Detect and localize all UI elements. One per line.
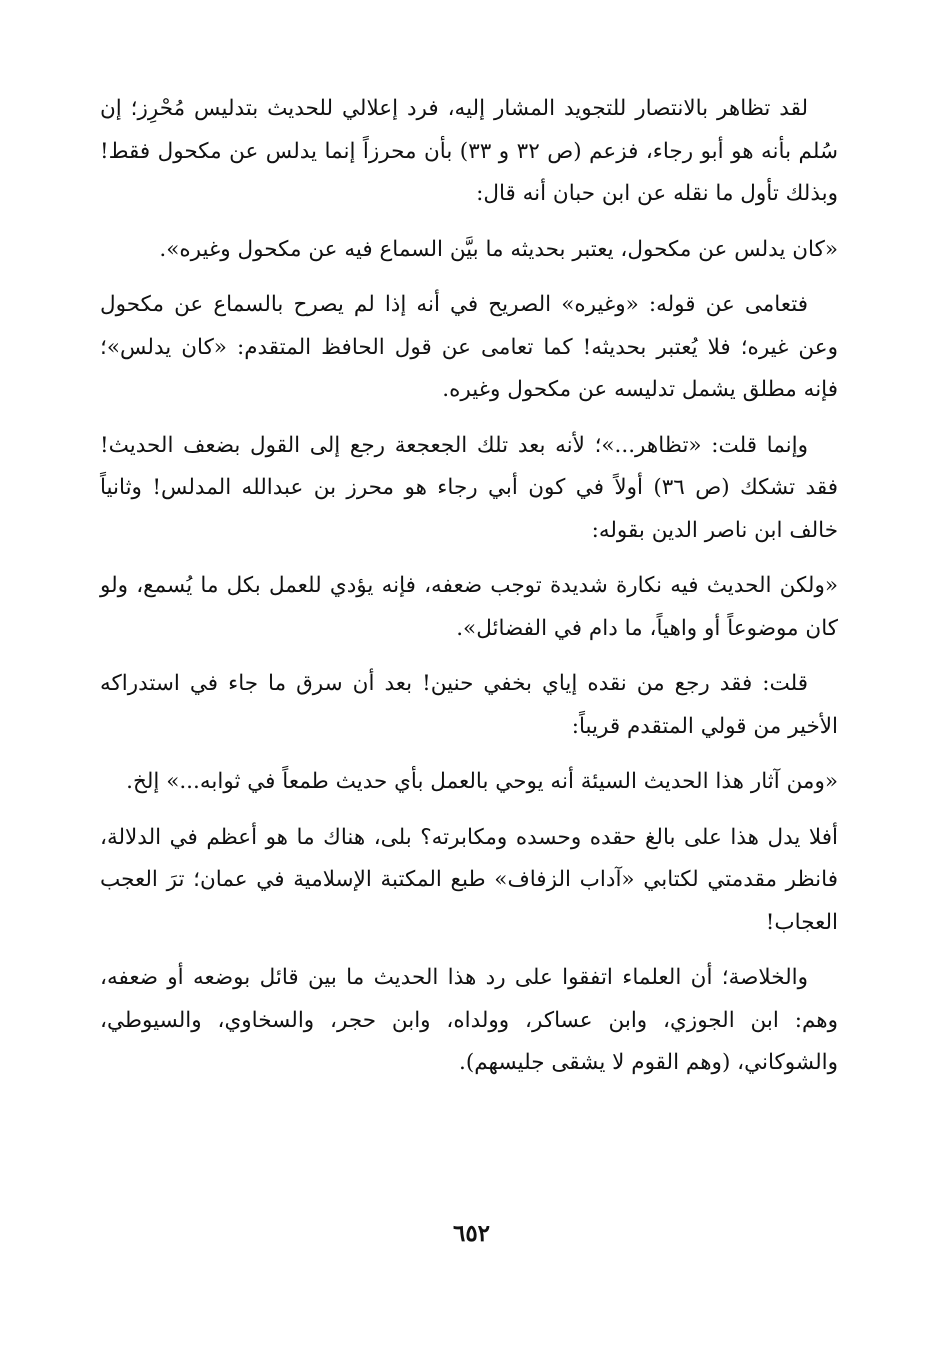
quotation: «ومن آثار هذا الحديث السيئة أنه يوحي بالعمل بأي حديث طمعاً في ثوابه...» إلخ. bbox=[126, 769, 838, 794]
paragraph: فتعامى عن قوله: «وغيره» الصريح في أنه إذا لم يصرح بالسماع عن مكحول وعن غيره؛ فلا يُعتبر بحديثه! كما تعامى عن قول الحافظ المتقدم: «كان يدلس»؛ فإنه مطلق يشمل تدليسه عن مكحول وغيره. bbox=[100, 292, 838, 402]
paragraph: لقد تظاهر بالانتصار للتجويد المشار إليه، فرد إعلالي للحديث بتدليس مُحْرِز؛ إن سُلم بأنه هو أبو رجاء، فزعم (ص ٣٢ و ٣٣) بأن محرزاً إنما يدلس عن مكحول فقط! وبذلك تأول ما نقله عن ابن حبان أنه قال: bbox=[100, 96, 838, 206]
paragraph: قلت: فقد رجع من نقده إياي بخفي حنين! بعد أن سرق ما جاء في استدراكه الأخير من قولي المتقدم قريباً: bbox=[100, 671, 838, 739]
paragraph: وإنما قلت: «تظاهر...»؛ لأنه بعد تلك الجعجعة رجع إلى القول بضعف الحديث! فقد تشكك (ص ٣٦) أولاً في كون أبي رجاء هو محرز بن عبدالله المدلس! وثانياً خالف ابن ناصر الدين بقوله: bbox=[100, 432, 838, 543]
page-number: ٦٥٢ bbox=[452, 1220, 491, 1247]
quotation: «ولكن الحديث فيه نكارة شديدة توجب ضعفه، فإنه يؤدي للعمل بكل ما يُسمع، ولو كان موضوعاً أو واهياً، ما دام في الفضائل». bbox=[100, 573, 838, 641]
page-body bbox=[100, 88, 838, 1098]
quotation: «كان يدلس عن مكحول، يعتبر بحديثه ما بيَّن السماع فيه عن مكحول وغيره». bbox=[159, 236, 838, 262]
paragraph: والخلاصة؛ أن العلماء اتفقوا على رد هذا الحديث ما بين قائل بوضعه أو ضعفه، وهم: ابن الجوزي، وابن عساكر، وولداه، وابن حجر، والسخاوي، والسيوطي، والشوكاني، (وهم القوم لا يشقى جليسهم). bbox=[100, 965, 838, 1075]
paragraph: أفلا يدل هذا على بالغ حقده وحسده ومكابرته؟ بلى، هناك ما هو أعظم في الدلالة، فانظر مقدمتي لكتابي «آداب الزفاف» طبع المكتبة الإسلامية في عمان؛ ترَ العجب العجاب! bbox=[100, 824, 838, 935]
